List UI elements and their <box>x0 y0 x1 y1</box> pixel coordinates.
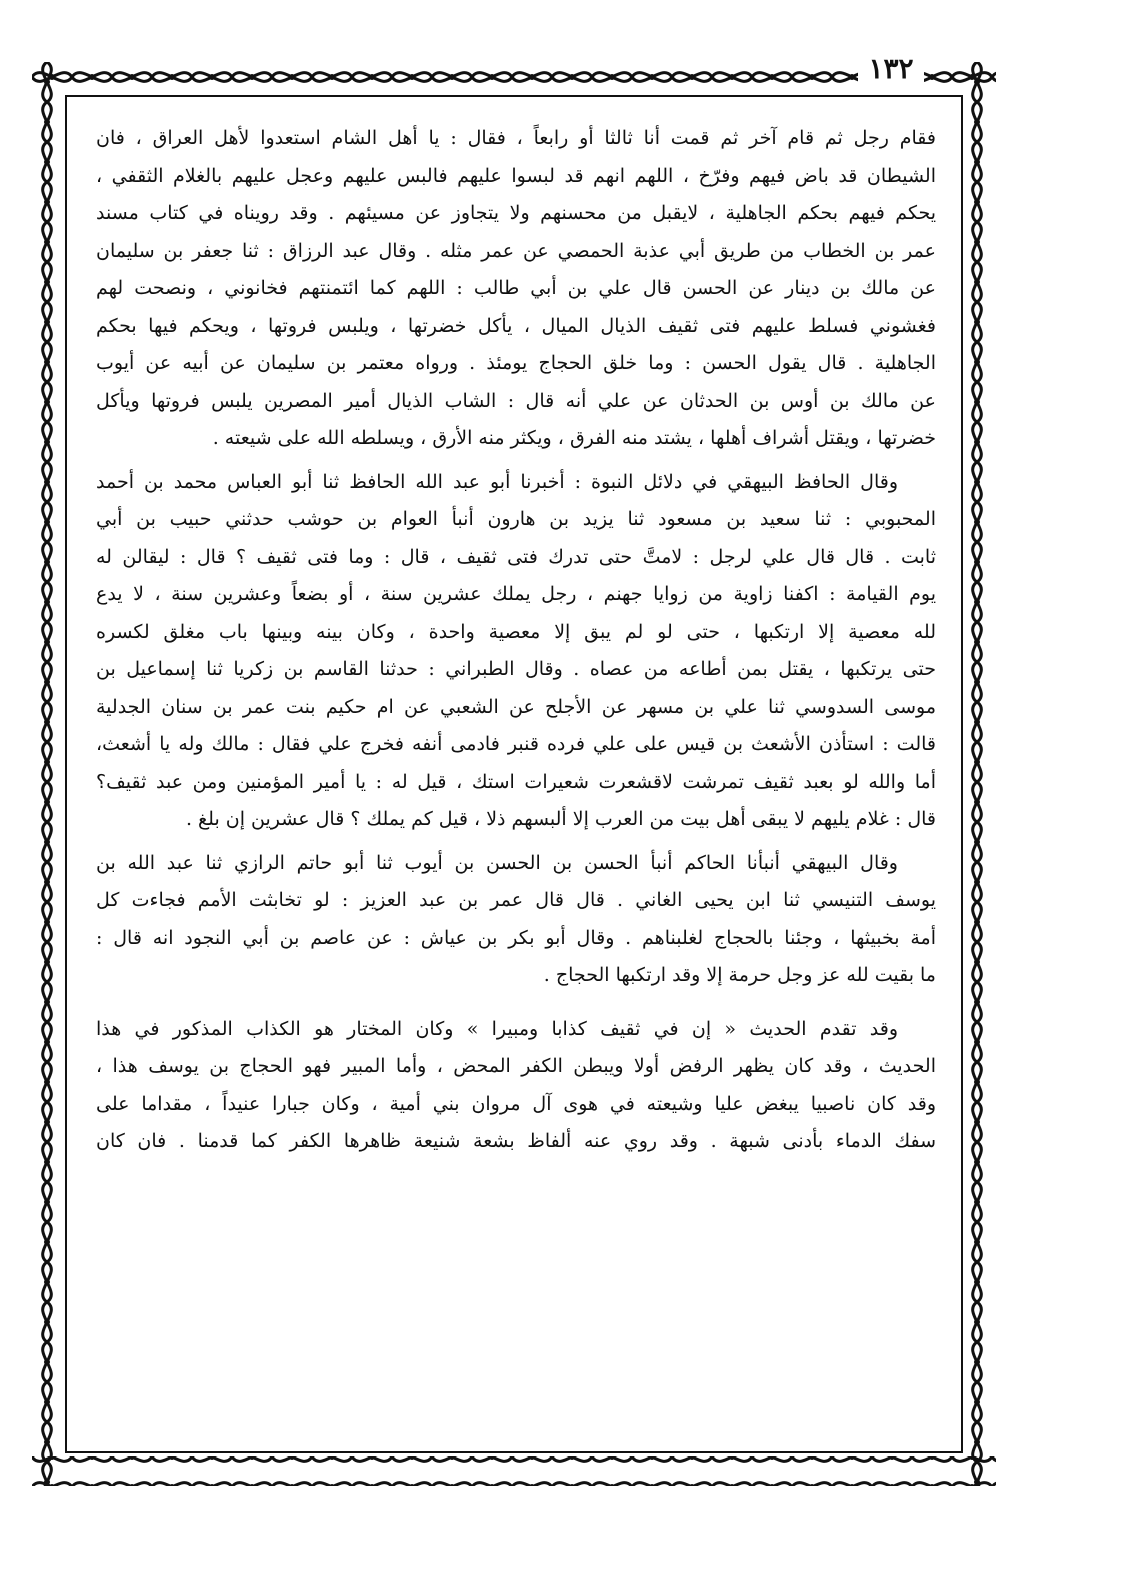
text-line: لله معصية إلا ارتكبها ، حتى لو لم يبق إلا معصية واحدة ، وكان بينه وبينها باب مغلق لكسره <box>96 620 936 643</box>
text-line: قالت : استأذن الأشعث بن قيس على علي فرده قنبر فادمى أنفه فخرج علي فقال : مالك وله يا أشعث، <box>96 733 936 755</box>
text-line: يوسف التنيسي ثنا ابن يحيى الغاني . قال قال عمر بن عبد العزيز : لو تخابثت الأمم فجاءت كل <box>96 889 936 911</box>
text-line: فقام رجل ثم قام آخر ثم قمت أنا ثالثا أو رابعاً ، فقال : يا أهل الشام استعدوا لأهل العراق ، فان <box>96 127 936 149</box>
text-line: عمر بن الخطاب من طريق أبي عذبة الحمصي عن عمر مثله . وقال عبد الرزاق : ثنا جعفر بن سليمان <box>96 239 936 262</box>
text-line: أمة بخبيثها ، وجئنا بالحجاج لغلبناهم . وقال أبو بكر بن عياش : عن عاصم بن أبي النجود انه قال : <box>96 926 936 949</box>
text-line: سفك الدماء بأدنى شبهة . وقد روي عنه ألفاظ بشعة شنيعة ظاهرها الكفر كما قدمنا . فان كان <box>96 1130 936 1152</box>
text-line: الشيطان قد باض فيهم وفرّخ ، اللهم انهم قد لبسوا عليهم فالبس عليهم وعجل عليهم بالغلام الثقفي ، <box>96 164 936 187</box>
text-line: الحديث ، وقد كان يظهر الرفض أولا ويبطن الكفر المحض ، وأما المبير فهو الحجاج بن يوسف هذا ، <box>96 1055 936 1077</box>
text-body <box>96 120 936 1455</box>
paragraph-2 <box>96 464 936 839</box>
text-line: وقد كان ناصبيا يبغض عليا وشيعته في هوى آل مروان بني أمية ، وكان جبارا عنيداً ، مقداما على <box>96 1092 936 1115</box>
text-line: موسى السدوسي ثنا علي بن مسهر عن الأجلح عن الشعبي عن ام حكيم بنت عمر بن سنان الجدلية <box>96 695 936 718</box>
text-line: قال : غلام يليهم لا يبقى أهل بيت من العرب إلا ألبسهم ذلا ، قيل كم يملك ؟ قال عشرين إن بلغ . <box>185 808 936 830</box>
text-line: عن مالك بن أوس بن الحدثان عن علي أنه قال : الشاب الذيال أمير المصرين يلبس فروتها ويأكل <box>96 389 936 412</box>
text-line: عن مالك بن دينار عن الحسن قال علي بن أبي طالب : اللهم كما ائتمنتهم فخانوني ، ونصحت لهم <box>96 277 936 299</box>
text-line: أما والله لو بعبد ثقيف تمرشت لاقشعرت شعيرات استك ، قيل له : يا أمير المؤمنين ومن عبد ثقيف؟ <box>96 770 936 793</box>
paragraph-3 <box>96 845 936 995</box>
text-line: ما بقيت لله عز وجل حرمة إلا وقد ارتكبها الحجاج . <box>543 964 936 986</box>
paragraph-4 <box>96 1011 936 1161</box>
text-line: يحكم فيهم بحكم الجاهلية ، لايقبل من محسنهم ولا يتجاوز عن مسيئهم . وقد رويناه في كتاب مسند <box>96 202 936 224</box>
text-line: وقد تقدم الحديث « إن في ثقيف كذابا ومبيرا » وكان المختار هو الكذاب المذكور في هذا <box>96 1017 898 1040</box>
text-line: حتى يرتكبها ، يقتل بمن أطاعه من عصاه . وقال الطبراني : حدثنا القاسم بن زكريا ثنا إسماعيل بن <box>96 658 936 680</box>
text-line: ثابت . قال قال علي لرجل : لامتَّ حتى تدرك فتى ثقيف ، قال : وما فتى ثقيف ؟ قال : ليقالن له <box>96 545 936 568</box>
text-line: الجاهلية . قال يقول الحسن : وما خلق الحجاج يومئذ . ورواه معتمر بن سليمان عن أبيه عن أيوب <box>96 352 936 374</box>
text-line: المحبوبي : ثنا سعيد بن مسعود ثنا يزيد بن هارون أنبأ العوام بن حوشب حدثني حبيب بن أبي <box>96 508 936 530</box>
text-line: خضرتها ، ويقتل أشراف أهلها ، يشتد منه الفرق ، ويكثر منه الأرق ، ويسلطه الله على شيعته . <box>212 427 936 449</box>
page-number: ١٣٢ <box>858 52 924 86</box>
text-line: وقال البيهقي أنبأنا الحاكم أنبأ الحسن بن الحسن بن أيوب ثنا أبو حاتم الرازي ثنا عبد الله بن <box>96 851 898 874</box>
text-line: يوم القيامة : اكفنا زاوية من زوايا جهنم ، رجل يملك عشرين سنة ، أو بضعاً وعشرين سنة ، لا يدع <box>96 583 936 605</box>
text-line: فغشوني فسلط عليهم فتى ثقيف الذيال الميال ، يأكل خضرتها ، ويلبس فروتها ، ويحكم فيها بحكم <box>96 314 936 337</box>
paragraph-1 <box>96 120 936 458</box>
text-line: وقال الحافظ البيهقي في دلائل النبوة : أخبرنا أبو عبد الله الحافظ ثنا أبو العباس محمد بن أحمد <box>96 470 898 493</box>
